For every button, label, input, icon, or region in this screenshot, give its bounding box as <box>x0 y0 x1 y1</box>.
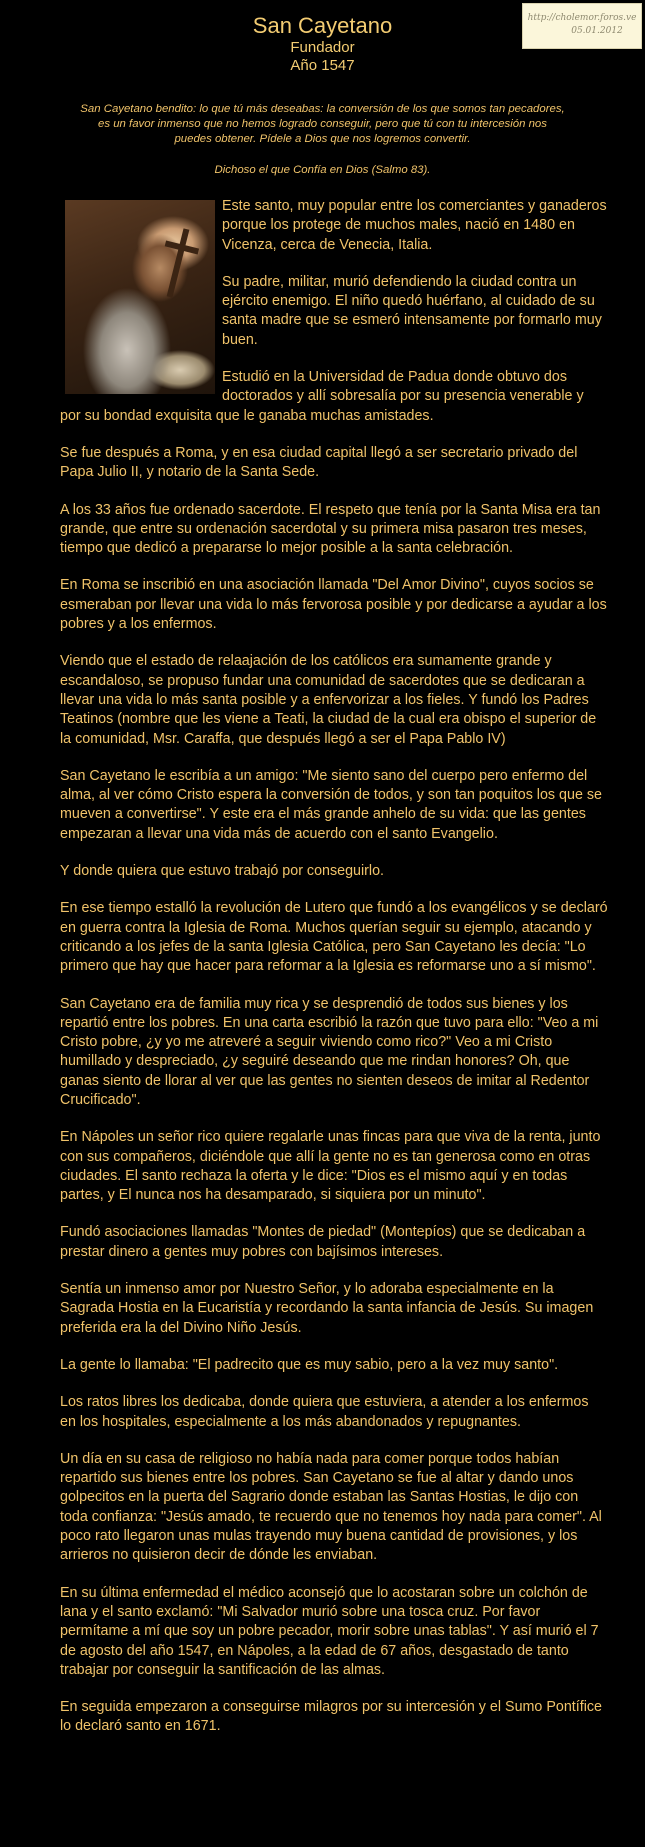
page-subtitle: Fundador <box>290 39 355 56</box>
paragraph: Los ratos libres los dedicaba, donde quiera que estuviera, a atender a los enfermos en los hospitales, especialmente a los más abandonados y repugnantes. <box>60 1394 589 1430</box>
paragraph: En seguida empezaron a conseguirse milagros por su intercesión y el Sumo Pontífice lo declaró santo en 1671. <box>60 1699 602 1735</box>
article-body <box>60 197 608 1755</box>
paragraph: Se fue después a Roma, y en esa ciudad capital llegó a ser secretario privado del Papa Julio II, y notario de la Santa Sede. <box>60 444 578 481</box>
paragraph: Este santo, muy popular entre los comerciantes y ganaderos porque los protege de muchos males, nació en 1480 en Vicenza, cerca de Venecia, Italia. <box>222 198 607 253</box>
page-year: Año 1547 <box>290 57 355 74</box>
intro-prayer: San Cayetano bendito: lo que tú más deseabas: la conversión de los que somos tan pecadores, es un favor inmenso que no hemos logrado conseguir, pero que tú con tu intercesión nos puedes obtener. Pídele a Dios que nos logremos convertir. <box>80 103 565 145</box>
paragraph: Fundó asociaciones llamadas "Montes de piedad" (Montepíos) que se dedicaban a prestar dinero a gentes muy pobres con bajísimos intereses. <box>60 1224 586 1260</box>
stamp-url: http://cholemor.foros.ve <box>527 13 637 23</box>
paragraph: Su padre, militar, murió defendiendo la ciudad contra un ejército enemigo. El niño quedó huérfano, al cuidado de su santa madre que se esmeró intensamente por formarlo muy buen. <box>222 273 602 348</box>
paragraph: En Roma se inscribió en una asociación llamada "Del Amor Divino", cuyos socios se esmeraban por llevar una vida lo más fervorosa posible y por dedicarse a ayudar a los pobres y a los enfermos. <box>60 577 607 633</box>
paragraph: En ese tiempo estalló la revolución de Lutero que fundó a los evangélicos y se declaró en guerra contra la Iglesia de Roma. Muchos querían seguir su ejemplo, atacando y criticando a los jefes de la santa Iglesia Católica, pero San Cayetano les decía: "Lo primero que hay que hacer para reformar a la Iglesia es reformarse uno a sí mismo". <box>60 900 608 975</box>
paragraph: San Cayetano era de familia muy rica y se desprendió de todos sus bienes y los repartió entre los pobres. En una carta escribió la razón que tuvo para ello: "Veo a mi Cristo pobre, ¿y yo me atreveré a seguir viviendo como rico?" Veo a mi Cristo humillado y despreciado, ¿y seguiré deseando que me rindan honores? Oh, que ganas siento de llorar al ver que las gentes no sienten deseos de imitar al Redentor Crucificado". <box>60 995 599 1108</box>
stamp-date: 05.01.2012 <box>571 26 623 36</box>
paragraph: En Nápoles un señor rico quiere regalarle unas fincas para que viva de la renta, junto con sus compañeros, diciéndole que allí la gente no es tan generosa como en otras ciudades. El santo rechaza la oferta y le dice: "Dios es el mismo aquí y en todas partes, y El nunca nos ha desamparado, si siquiera por un minuto". <box>60 1129 601 1204</box>
paragraph: La gente lo llamaba: "El padrecito que es muy sabio, pero a la vez muy santo". <box>60 1356 559 1373</box>
paragraph: Estudió en la Universidad de Padua donde obtuvo dos doctorados y allí sobresalía por su presencia venerable y por su bondad exquisita que le ganaba muchas amistades. <box>60 369 584 424</box>
paragraph: San Cayetano le escribía a un amigo: "Me siento sano del cuerpo pero enfermo del alma, al ver cómo Cristo espera la conversión de todos, y son tan poquitos los que se mueven a convertirse". Y este era el más grande anhelo de su vida: que las gentes empezaran a llevar una vida más de acuerdo con el santo Evangelio. <box>60 767 602 842</box>
paragraph: En su última enfermedad el médico aconsejó que lo acostaran sobre un colchón de lana y el santo exclamó: "Mi Salvador murió sobre una tosca cruz. Por favor permítame a mí que soy un pobre pecador, morir sobre unas tablas". Y así murió el 7 de agosto del año 1547, en Nápoles, a la edad de 67 años, desgastado de tanto trabajar por conseguir la santificación de las almas. <box>60 1584 599 1678</box>
watermark-stamp <box>522 3 642 49</box>
page-title: San Cayetano <box>252 13 393 38</box>
saint-portrait-image <box>65 200 215 394</box>
crucifix-icon <box>167 228 190 297</box>
intro-quote: Dichoso el que Confía en Dios (Salmo 83). <box>214 164 431 176</box>
paragraph: Y donde quiera que estuvo trabajó por conseguirlo. <box>60 863 385 880</box>
intro <box>80 102 565 194</box>
paragraph: Viendo que el estado de relaajación de los católicos era sumamente grande y escandaloso, se propuso fundar una comunidad de sacerdotes que se dedicaran a llevar una vida lo más santa posible y a enfervorizar a los fieles. Y fundó los Padres Teatinos (nombre que les viene a Teati, la ciudad de la cual era obispo el superior de la comunidad, Msr. Caraffa, que después llegó a ser el Papa Pablo IV) <box>60 653 597 747</box>
paragraph: Un día en su casa de religioso no había nada para comer porque todos habían repartido sus bienes entre los pobres. San Cayetano se fue al altar y dando unos golpecitos en la puerta del Sagrario donde estaban las Santas Hostias, le dijo con toda confianza: "Jesús amado, te recuerdo que no tenemos hoy nada para comer". Al poco rato llegaron unas mulas trayendo muy buena cantidad de provisiones, y los arrieros no quisieron decir de dónde les enviaban. <box>60 1450 602 1564</box>
paragraph: A los 33 años fue ordenado sacerdote. El respeto que tenía por la Santa Misa era tan grande, que entre su ordenación sacerdotal y su primera misa pasaron tres meses, tiempo que dedicó a prepararse lo mejor posible a la santa celebración. <box>60 501 601 557</box>
paragraph: Sentía un inmenso amor por Nuestro Señor, y lo adoraba especialmente en la Sagrada Hostia en la Eucaristía y recordando la santa infancia de Jesús. Su imagen preferida era la del Divino Niño Jesús. <box>60 1281 594 1336</box>
